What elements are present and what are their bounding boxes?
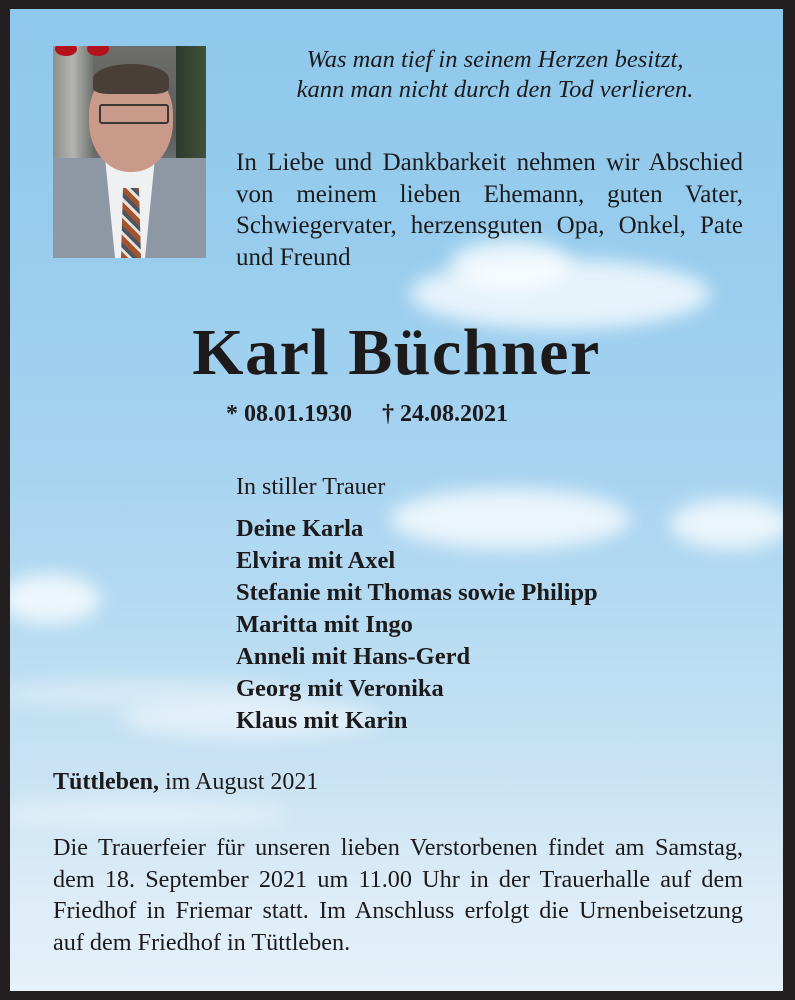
death-date: 24.08.2021 [400,401,508,427]
cloud-decoration [670,499,783,549]
cloud-decoration [10,574,100,624]
obituary-notice [10,9,783,991]
rose-decoration [87,46,109,56]
photo-background [53,46,93,176]
birth-symbol: * [226,401,238,427]
cloud-decoration [10,799,290,829]
mourner-item: Stefanie mit Thomas sowie Philipp [236,579,598,606]
deceased-name: Karl Büchner [192,316,601,389]
mourner-item: Elvira mit Axel [236,547,396,574]
mourning-label: In stiller Trauer [236,474,386,500]
mourner-item: Deine Karla [236,515,364,542]
birth-date: 08.01.1930 [244,401,352,427]
portrait-photo [53,46,206,258]
life-dates [226,399,508,429]
photo-tie [121,188,141,258]
mourners-list [236,513,598,737]
place-date: im August 2021 [159,769,319,795]
photo-hair [93,64,169,94]
mourner-item: Klaus mit Karin [236,707,408,734]
place-and-date [53,767,318,797]
memorial-quote [232,45,758,105]
intro-text: In Liebe und Dankbarkeit nehmen wir Abschied von meinem lieben Ehemann, guten Vater, Schwiegervater, herzensguten Opa, Onkel, Pate und Freund [236,149,743,271]
mourner-item: Georg mit Veronika [236,675,444,702]
ceremony-info: Die Trauerfeier für unseren lieben Verstorbenen findet am Samstag, dem 18. September 2021 um 11.00 Uhr in der Trauerhalle auf dem Friedhof in Friemar statt. Im Anschluss erfolgt die Urnenbeisetzung auf dem Friedhof in Tüttleben. [53,834,743,956]
mourner-item: Anneli mit Hans-Gerd [236,643,471,670]
mourner-item: Maritta mit Ingo [236,611,413,638]
quote-line: kann man nicht durch den Tod verlieren. [296,76,694,103]
quote-line: Was man tief in seinem Herzen besitzt, [306,46,684,73]
death-cross-icon: † [382,401,394,427]
photo-glasses [99,104,169,124]
place-name: Tüttleben, [53,769,160,795]
